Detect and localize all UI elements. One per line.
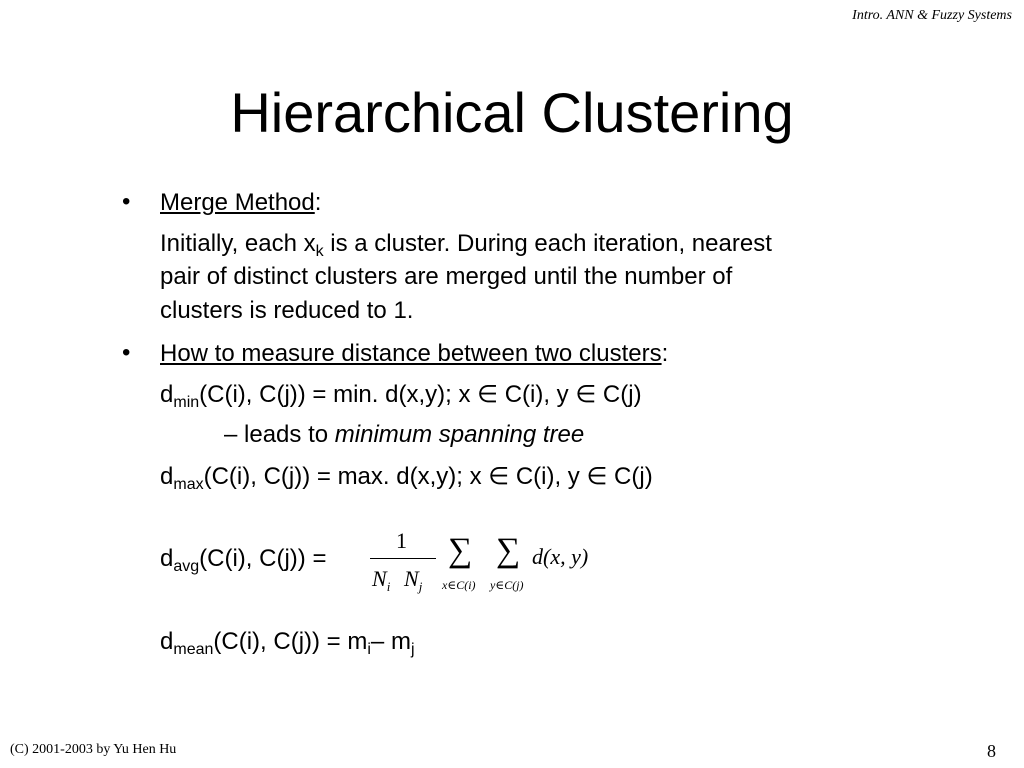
formula-n-i: $N_i$	[372, 566, 391, 594]
dmean-definition: $d_{mean}(C(i)$, $C(j)) = m_i-$ $m_j$	[160, 628, 415, 658]
dmin-definition: $d_{min}(C(i)$, C(j)) = min. d(x,y); x ∈ C(i), y ∈ C(j)	[160, 381, 642, 411]
dmax-definition: $d_{max}(C(i)$, C(j)) = max. d(x,y); x ∈ C(i), y ∈ C(j)	[160, 463, 653, 493]
sum-symbol-x: ∑	[448, 532, 473, 569]
bullet-merge-method	[160, 188, 321, 218]
sum-y-range: y∈C(j)	[490, 578, 524, 592]
merge-desc-line-2: pair of distinct clusters are merged until the number of	[160, 263, 733, 290]
fraction-bar	[370, 558, 436, 559]
bullet-dot: •	[122, 339, 131, 366]
sum-symbol-y: ∑	[496, 532, 521, 569]
merge-desc-line-1: Initially, each $x_k$ is a cluster. During each iteration, nearest	[160, 230, 772, 260]
bullet-distance: How to measure distance between two clusters:	[160, 340, 669, 367]
dmin-note: – leads to minimum spanning tree	[224, 421, 585, 448]
davg-definition: $d_{avg}(C(i)$, C(j)) =	[160, 545, 327, 575]
header-note: Intro. ANN & Fuzzy Systems	[852, 8, 1012, 23]
formula-term: d(x, y)	[532, 544, 589, 569]
formula-n-j: $N_j$	[404, 566, 423, 594]
distance-label: How to measure distance between two clusters	[160, 340, 662, 367]
bullet-dot: •	[122, 188, 131, 215]
merge-desc-line-3: clusters is reduced to 1.	[160, 297, 414, 324]
merge-method-label: Merge Method	[160, 189, 315, 216]
average-distance-formula	[368, 528, 628, 608]
footer-copyright: (C) 2001-2003 by Yu Hen Hu	[10, 742, 177, 757]
sum-x-range: x∈C(i)	[442, 578, 476, 592]
page-number: 8	[987, 741, 996, 761]
merge-method-colon: :	[314, 189, 322, 216]
formula-numerator: 1	[396, 528, 407, 553]
slide-title: Hierarchical Clustering	[230, 81, 794, 144]
